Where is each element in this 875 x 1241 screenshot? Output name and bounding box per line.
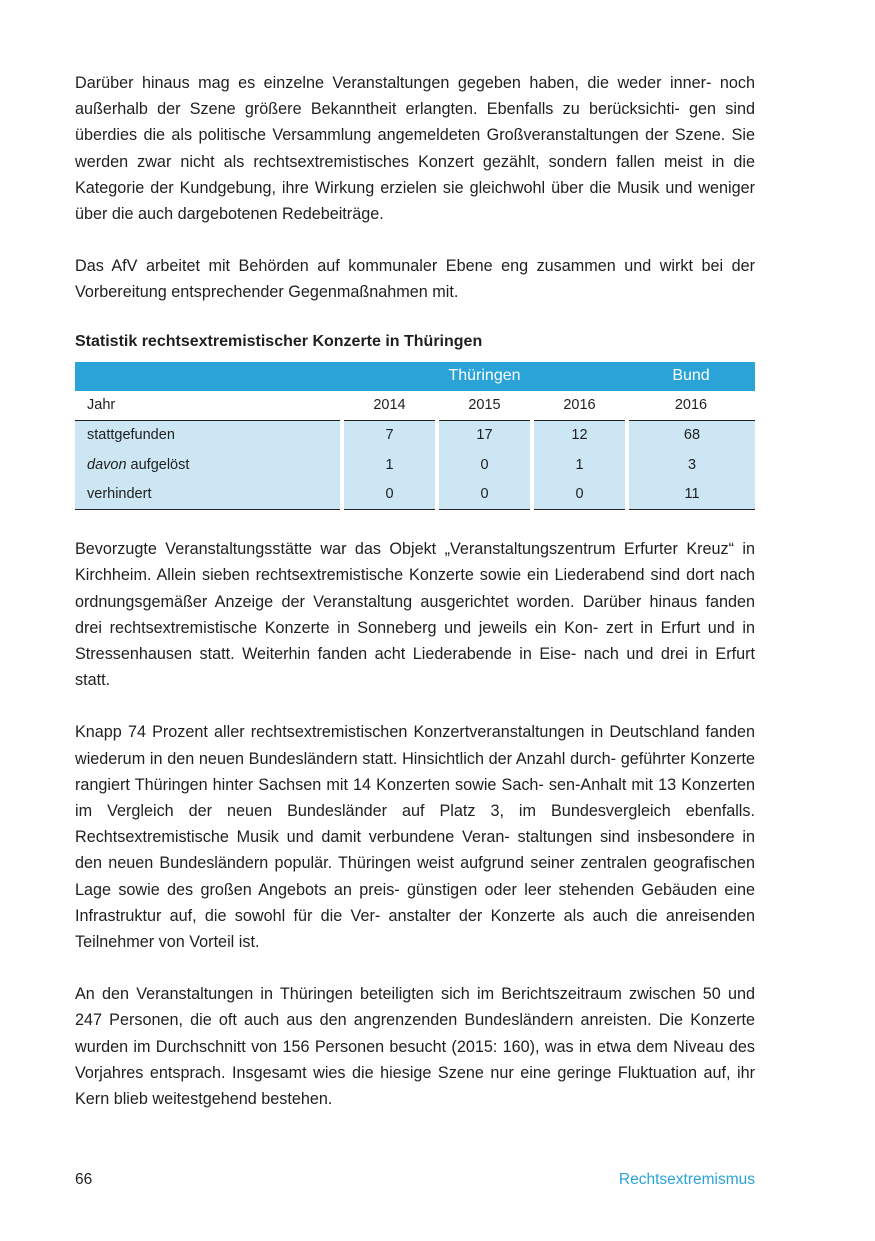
table-cell: 0: [437, 480, 532, 510]
table-row: [75, 480, 755, 510]
table-cell: 1: [532, 450, 627, 480]
row-label-text: verhindert: [87, 486, 152, 503]
group-header-blank: [75, 362, 342, 391]
table-cell: 1: [342, 450, 437, 480]
year-cell: 2016: [627, 391, 755, 421]
row-label-text: stattgefunden: [87, 427, 175, 444]
table-year-row: [75, 391, 755, 421]
page-content: [75, 70, 755, 1112]
row-label-text: aufgelöst: [126, 456, 190, 473]
table-row: [75, 450, 755, 480]
table-cell: 0: [342, 480, 437, 510]
group-header-thueringen: Thüringen: [342, 362, 627, 391]
table-cell: 12: [532, 420, 627, 450]
table-title: Statistik rechtsextremistischer Konzerte in Thüringen: [75, 332, 483, 350]
concert-statistics-table: [75, 362, 755, 511]
table-cell: 3: [627, 450, 755, 480]
row-label: [75, 480, 342, 510]
year-cell: 2016: [532, 391, 627, 421]
table-cell: 0: [532, 480, 627, 510]
year-cell: 2015: [437, 391, 532, 421]
row-label: [75, 450, 342, 480]
page-number: 66: [75, 1171, 93, 1188]
year-label: Jahr: [75, 391, 342, 421]
paragraph-1: Darüber hinaus mag es einzelne Veranstaltungen gegeben haben, die weder inner- noch außerhalb der Szene größere Bekanntheit erlangten. Ebenfalls zu berücksichti- gen sind überdies die als politische Versammlung angemeldeten Großveranstaltungen der Szene. Sie werden zwar nicht als rechtsextremistisches Konzert gezählt, sondern fallen meist in die Kategorie der Kundgebung, ihre Wirkung erzielen sie gleichwohl über die Musik und weniger über die auch dargebotenen Redebeiträge.: [75, 74, 755, 224]
section-title: Rechtsextremismus: [618, 1171, 755, 1188]
table-cell: 0: [437, 450, 532, 480]
table-cell: 7: [342, 420, 437, 450]
paragraph-3: Bevorzugte Veranstaltungsstätte war das Objekt „Veranstaltungszentrum Erfurter Kreuz“ in Kirchheim. Allein sieben rechtsextremistische Konzerte sowie ein Liederabend sind dort nach ordnungsgemäßer Anzeige der Veranstaltung ausgerichtet worden. Darüber hinaus fanden drei rechtsextremistische Konzerte in Sonneberg und jeweils ein Kon- zert in Erfurt und in Stressenhausen statt. Weiterhin fanden acht Liederabende in Eise- nach und drei in Erfurt statt.: [75, 540, 755, 690]
row-label: [75, 420, 342, 450]
year-cell: 2014: [342, 391, 437, 421]
table-cell: 68: [627, 420, 755, 450]
table-cell: 11: [627, 480, 755, 510]
table-row: [75, 420, 755, 450]
table-group-header: [75, 362, 755, 391]
page-footer: [75, 1171, 755, 1193]
paragraph-2: Das AfV arbeitet mit Behörden auf kommunaler Ebene eng zusammen und wirkt bei der Vorbereitung entsprechender Gegenmaßnahmen mit.: [75, 257, 755, 302]
paragraph-4: Knapp 74 Prozent aller rechtsextremistischen Konzertveranstaltungen in Deutschland fanden wiederum in den neuen Bundesländern statt. Hinsichtlich der Anzahl durch- geführter Konzerte rangiert Thüringen hinter Sachsen mit 14 Konzerten sowie Sach- sen-Anhalt mit 13 Konzerten im Vergleich der neuen Bundesländer auf Platz 3, im Bundesvergleich ebenfalls. Rechtsextremistische Musik und damit verbundene Veran- staltungen sind insbesondere in den neuen Bundesländern populär. Thüringen weist aufgrund seiner zentralen geografischen Lage sowie des großen Angebots an preis- günstigen oder leer stehenden Gebäuden eine Infrastruktur auf, die sowohl für die Ver- anstalter der Konzerte als auch die anreisenden Teilnehmer von Vorteil ist.: [75, 723, 755, 951]
row-label-emphasis: davon: [87, 456, 127, 473]
table-cell: 17: [437, 420, 532, 450]
paragraph-5: An den Veranstaltungen in Thüringen beteiligten sich im Berichtszeitraum zwischen 50 und 247 Personen, die oft auch aus den angrenzenden Bundesländern anreisten. Die Konzerte wurden im Durchschnitt von 156 Personen besucht (2015: 160), was in etwa dem Niveau des Vorjahres entsprach. Insgesamt wies die hiesige Szene nur eine geringe Fluktuation auf, ihr Kern blieb weitestgehend bestehen.: [75, 985, 755, 1108]
group-header-bund: Bund: [627, 362, 755, 391]
